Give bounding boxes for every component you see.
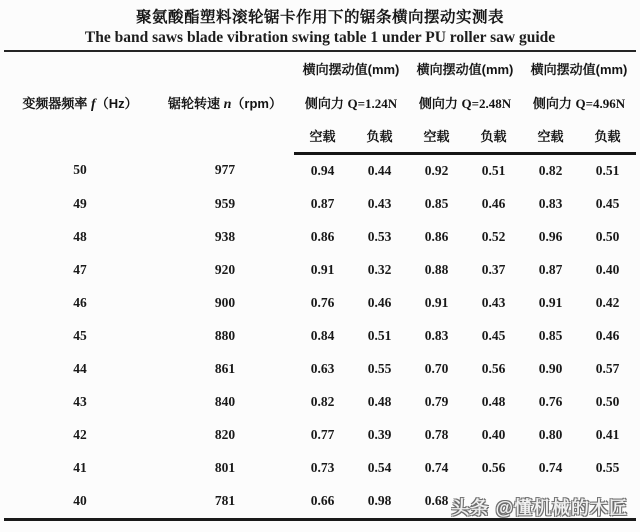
swing-value-cell: 0.74 — [424, 460, 449, 475]
swing-value-cell: 0.56 — [481, 460, 506, 475]
swing-value-cell: 0.51 — [595, 163, 620, 178]
header-force-group-1 — [294, 85, 408, 119]
header-load-2: 负载 — [465, 119, 522, 153]
swing-value-cell: 0.91 — [538, 295, 563, 310]
swing-value-cell: 0.68 — [424, 493, 449, 508]
swing-value-cell: 0.51 — [481, 163, 506, 178]
header-speed — [156, 51, 294, 153]
swing-value-cell: 0.76 — [310, 295, 335, 310]
speed-cell: 840 — [214, 394, 236, 409]
table-title-chinese: 聚氨酸酯塑料滚轮锯卡作用下的锯条横向摆动实测表 — [135, 9, 504, 26]
frequency-cell: 46 — [73, 295, 87, 310]
swing-value-cell: 0.41 — [595, 427, 620, 442]
swing-value-cell: 0.45 — [481, 328, 506, 343]
speed-cell: 920 — [214, 262, 236, 277]
header-force-group-3 — [522, 85, 636, 119]
table-row — [4, 353, 636, 386]
speed-cell: 959 — [214, 196, 236, 211]
swing-value-cell: 0.78 — [424, 427, 449, 442]
speed-symbol: n — [223, 96, 232, 112]
header-force-group-2 — [408, 85, 522, 119]
table-row — [4, 320, 636, 353]
swing-value-cell: 0.85 — [538, 328, 563, 343]
swing-value-cell: 0.86 — [424, 229, 449, 244]
frequency-cell: 49 — [73, 196, 87, 211]
frequency-cell: 50 — [73, 162, 87, 178]
force-label-2: 侧向力 — [418, 95, 462, 111]
swing-value-cell: 0.46 — [481, 196, 506, 211]
swing-value-cell: 0.37 — [481, 262, 506, 277]
swing-value-cell: 0.94 — [310, 163, 335, 178]
swing-value-cell: 0.76 — [538, 394, 563, 409]
frequency-unit: （Hz） — [95, 95, 138, 111]
swing-value-cell: 0.50 — [595, 229, 620, 244]
swing-value-cell: 0.44 — [367, 163, 392, 178]
header-swing-group-1: 横向摆动值(mm) — [302, 62, 400, 77]
swing-value-cell: 0.63 — [310, 361, 335, 376]
header-noload-3: 空载 — [522, 119, 579, 153]
frequency-cell: 48 — [73, 229, 87, 244]
swing-value-cell: 0.53 — [367, 229, 392, 244]
speed-cell: 880 — [214, 328, 236, 343]
swing-value-cell: 0.48 — [367, 394, 392, 409]
swing-value-cell: 0.54 — [367, 460, 392, 475]
swing-value-cell: 0.87 — [310, 196, 335, 211]
measurement-table — [4, 50, 636, 521]
speed-cell: 861 — [214, 361, 236, 376]
swing-value-cell: 0.83 — [538, 196, 563, 211]
swing-value-cell: 0.80 — [538, 427, 563, 442]
force-label-1: 侧向力 — [304, 95, 348, 111]
swing-value-cell: 0.46 — [367, 295, 392, 310]
table-row — [4, 188, 636, 221]
swing-value-cell: 0.46 — [595, 328, 620, 343]
header-load-1: 负载 — [351, 119, 408, 153]
header-noload-2: 空载 — [408, 119, 465, 153]
header-swing-group-2: 横向摆动值(mm) — [416, 62, 514, 77]
header-frequency-label: 变频器频率 — [22, 95, 92, 111]
swing-value-cell: 0.43 — [367, 196, 392, 211]
header-load-3: 负载 — [579, 119, 636, 153]
frequency-cell: 47 — [73, 262, 87, 277]
swing-value-cell: 0.92 — [424, 163, 449, 178]
swing-value-cell: 0.57 — [595, 361, 620, 376]
swing-value-cell: 0.88 — [424, 262, 449, 277]
swing-value-cell: 0.98 — [367, 493, 392, 508]
swing-value-cell: 0.79 — [424, 394, 449, 409]
frequency-cell: 45 — [73, 328, 87, 343]
swing-value-cell: 0.52 — [481, 229, 506, 244]
header-noload-1: 空载 — [294, 119, 351, 153]
swing-value-cell: 0.74 — [538, 460, 563, 475]
swing-value-cell: 0.77 — [310, 427, 335, 442]
swing-value-cell: 0.42 — [595, 295, 620, 310]
speed-cell: 977 — [214, 162, 236, 178]
table-body — [4, 153, 636, 519]
swing-value-cell: 0.86 — [310, 229, 335, 244]
swing-value-cell: 0.91 — [310, 262, 335, 277]
frequency-cell: 42 — [73, 427, 87, 442]
force-label-3: 侧向力 — [532, 95, 576, 111]
table-row — [4, 287, 636, 320]
swing-value-cell: 0.82 — [538, 163, 563, 178]
header-swing-group-3: 横向摆动值(mm) — [530, 62, 628, 77]
frequency-cell: 40 — [73, 493, 87, 508]
swing-value-cell: 0.73 — [310, 460, 335, 475]
force-value-3: Q=4.96N — [575, 95, 626, 111]
speed-cell: 801 — [214, 460, 236, 475]
speed-cell: 820 — [214, 427, 236, 442]
swing-value-cell: 0.82 — [310, 394, 335, 409]
table-row — [4, 221, 636, 254]
swing-value-cell: 0.55 — [367, 361, 392, 376]
force-value-2: Q=2.48N — [461, 95, 512, 111]
swing-value-cell: 0.56 — [481, 361, 506, 376]
frequency-cell: 44 — [73, 361, 87, 376]
speed-cell: 900 — [214, 295, 236, 310]
scanned-paper-table — [4, 0, 636, 532]
table-header — [4, 51, 636, 153]
swing-value-cell: 0.45 — [595, 196, 620, 211]
swing-value-cell: 0.48 — [481, 394, 506, 409]
swing-value-cell: 0.51 — [367, 328, 392, 343]
header-speed-label: 锯轮转速 — [168, 95, 224, 111]
swing-value-cell: 0.91 — [424, 295, 449, 310]
frequency-symbol: f — [91, 96, 96, 112]
swing-value-cell: 0.50 — [595, 394, 620, 409]
swing-value-cell: 0.40 — [481, 427, 506, 442]
swing-value-cell: 0.85 — [424, 196, 449, 211]
swing-value-cell: 0.96 — [538, 229, 563, 244]
swing-value-cell: 0.70 — [424, 361, 449, 376]
swing-value-cell: 0.55 — [595, 460, 620, 475]
swing-value-cell: 0.40 — [595, 262, 620, 277]
table-row — [4, 254, 636, 287]
toutiao-watermark: 头条 @懂机械的木匠 — [451, 498, 628, 518]
swing-value-cell: 0.66 — [310, 493, 335, 508]
force-value-1: Q=1.24N — [347, 95, 398, 111]
swing-value-cell: 0.84 — [310, 328, 335, 343]
table-row — [4, 419, 636, 452]
table-title-english: The band saws blade vibration swing table 1 under PU roller saw guide — [84, 29, 556, 46]
table-row — [4, 386, 636, 419]
swing-value-cell: 0.32 — [367, 262, 392, 277]
swing-value-cell: 0.39 — [367, 427, 392, 442]
header-frequency — [4, 51, 156, 153]
speed-cell: 781 — [214, 493, 236, 508]
speed-cell: 938 — [214, 229, 236, 244]
table-row — [4, 452, 636, 485]
swing-value-cell: 0.87 — [538, 262, 563, 277]
swing-value-cell: 0.43 — [481, 295, 506, 310]
swing-value-cell: 0.83 — [424, 328, 449, 343]
table-row — [4, 153, 636, 188]
frequency-cell: 43 — [73, 394, 87, 409]
swing-value-cell: 0.90 — [538, 361, 563, 376]
speed-unit: （rpm） — [231, 95, 282, 111]
frequency-cell: 41 — [73, 460, 87, 475]
